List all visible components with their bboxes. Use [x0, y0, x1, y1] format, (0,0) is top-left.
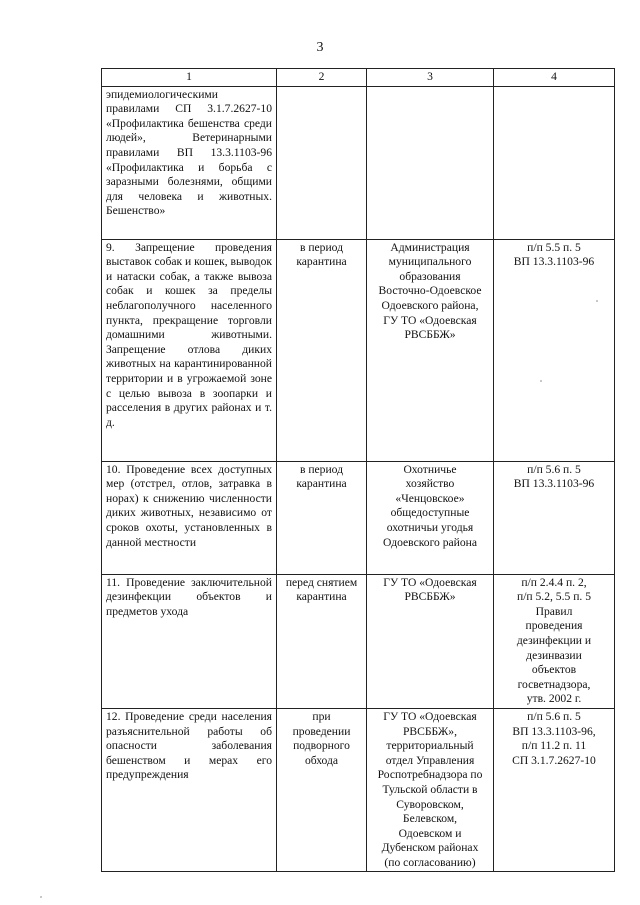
page-number: 3: [316, 40, 324, 55]
basis-cell: п/п 5.6 п. 5 ВП 13.3.1103-96, п/п 11.2 п. 11 СП 3.1.7.2627-10: [494, 708, 615, 872]
basis-cell: [494, 86, 615, 239]
table-row: [102, 461, 615, 574]
measures-table: [101, 68, 615, 872]
table-row: [102, 86, 615, 239]
term-cell: при проведении подворного обхода: [277, 708, 367, 872]
scan-speck: [40, 896, 42, 898]
table-row: [102, 239, 615, 461]
column-header-3: 3: [367, 69, 494, 87]
basis-cell: п/п 5.6 п. 5 ВП 13.3.1103-96: [494, 461, 615, 574]
column-header-2: 2: [277, 69, 367, 87]
executor-cell: ГУ ТО «Одоевская РВСББЖ», территориальный отдел Управления Роспотребнадзора по Тульской области в Суворовском, Белевском, Одоевском и Дубенском районах (по согласованию): [367, 708, 494, 872]
table-header-row: [102, 69, 615, 87]
term-cell: в период карантина: [277, 461, 367, 574]
measure-cell: 10. Проведение всех доступных мер (отстрел, отлов, затравка в норах) к снижению численности диких животных, независимо от сроков охоты, установленных в данной местности: [102, 461, 277, 574]
term-cell: перед снятием карантина: [277, 574, 367, 708]
basis-cell: п/п 5.5 п. 5 ВП 13.3.1103-96: [494, 239, 615, 461]
table-row: [102, 708, 615, 872]
term-cell: в период карантина: [277, 239, 367, 461]
basis-cell: п/п 2.4.4 п. 2, п/п 5.2, 5.5 п. 5 Правил проведения дезинфекции и дезинвазии объектов госветнадзора, утв. 2002 г.: [494, 574, 615, 708]
executor-cell: [367, 86, 494, 239]
term-cell: [277, 86, 367, 239]
measure-cell: эпидемиологическими правилами СП 3.1.7.2627-10 «Профилактика бешенства среди людей», Ветеринарными правилами ВП 13.3.1103-96 «Профилактика и борьба с заразными болезнями, общими для человека и животных. Бешенство»: [102, 86, 277, 239]
executor-cell: Охотничье хозяйство «Ченцовское» общедоступные охотничьи угодья Одоевского района: [367, 461, 494, 574]
scan-speck: [540, 380, 542, 382]
table-row: [102, 574, 615, 708]
column-header-1: 1: [102, 69, 277, 87]
scan-speck: [596, 300, 598, 302]
measure-cell: 12. Проведение среди населения разъяснительной работы об опасности заболевания бешенством и мерах его предупреждения: [102, 708, 277, 872]
measure-cell: 11. Проведение заключительной дезинфекции объектов и предметов ухода: [102, 574, 277, 708]
executor-cell: Администрация муниципального образования Восточно-Одоевское Одоевского района, ГУ ТО «Одоевская РВСББЖ»: [367, 239, 494, 461]
column-header-4: 4: [494, 69, 615, 87]
executor-cell: ГУ ТО «Одоевская РВСББЖ»: [367, 574, 494, 708]
measure-cell: 9. Запрещение проведения выставок собак и кошек, выводок и натаски собак, а также вывоза собак и кошек за пределы неблагополучного населенного пункта, прекращение торговли домашними животными. Запрещение отлова диких животных на карантинированной территории и в угрожаемой зоне с целью вывоза в зоопарки и расселения в других районах и т. д.: [102, 239, 277, 461]
